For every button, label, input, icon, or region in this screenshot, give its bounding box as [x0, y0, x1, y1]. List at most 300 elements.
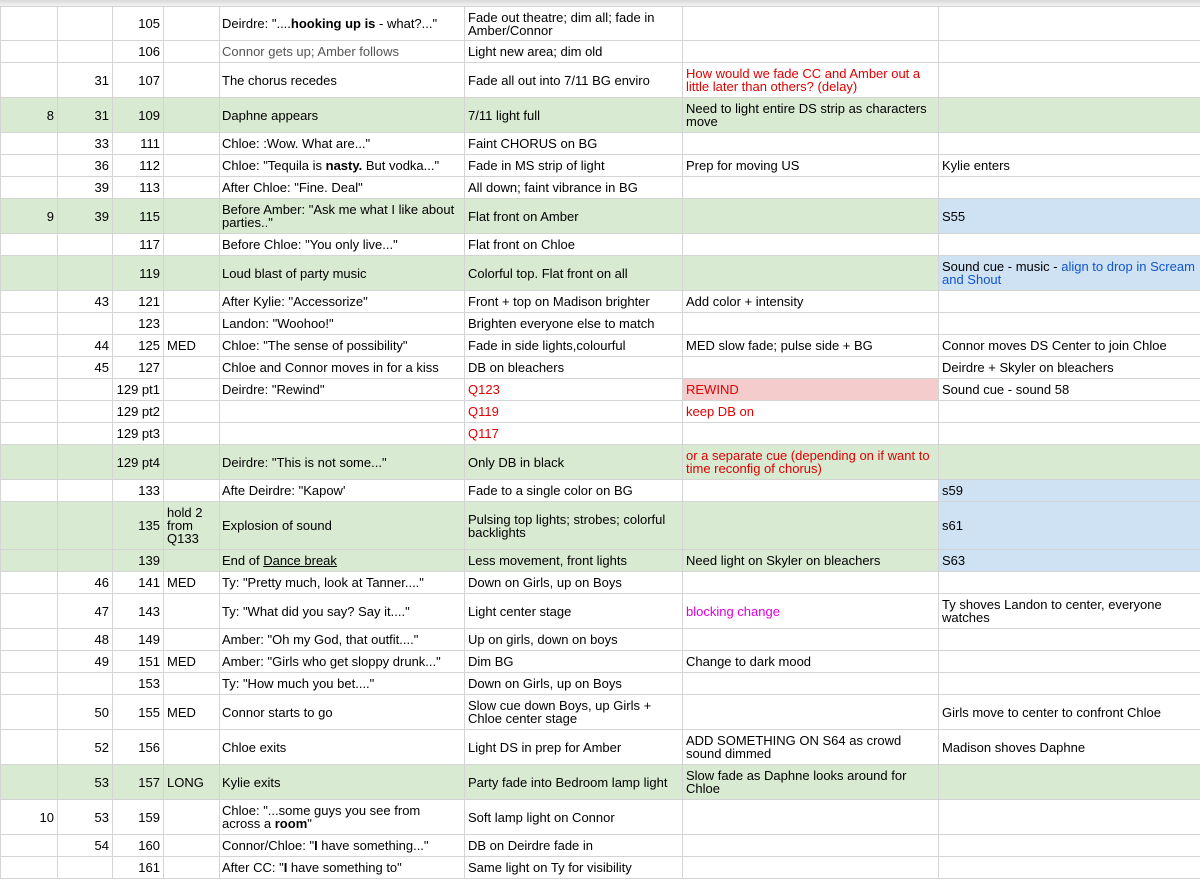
cell-cue[interactable]: 155 [113, 695, 164, 730]
cell-scene[interactable] [1, 423, 58, 445]
cell-light[interactable]: Light new area; dim old [465, 41, 683, 63]
cell-line[interactable]: Deirdre: "This is not some..." [220, 445, 465, 480]
cell-notes[interactable] [683, 695, 939, 730]
cell-line[interactable]: Chloe: "The sense of possibility" [220, 335, 465, 357]
cell-other[interactable]: Madison shoves Daphne [939, 730, 1200, 765]
cell-other[interactable] [939, 629, 1200, 651]
table-row[interactable] [1, 445, 1200, 480]
cell-line[interactable]: Ty: "What did you say? Say it...." [220, 594, 465, 629]
cell-light[interactable]: Fade in MS strip of light [465, 155, 683, 177]
cell-line[interactable] [220, 7, 465, 41]
table-row[interactable] [1, 357, 1200, 379]
cell-line[interactable]: Afte Deirdre: "Kapow' [220, 480, 465, 502]
cell-other[interactable] [939, 133, 1200, 155]
cell-other[interactable]: s61 [939, 502, 1200, 550]
cell-light[interactable]: Fade out theatre; dim all; fade in Amber/Connor [465, 7, 683, 41]
cell-line[interactable]: Before Amber: "Ask me what I like about parties.." [220, 199, 465, 234]
table-row[interactable] [1, 7, 1200, 41]
cell-line[interactable]: Daphne appears [220, 98, 465, 133]
cell-page[interactable] [58, 401, 113, 423]
cell-page[interactable] [58, 502, 113, 550]
cell-light[interactable]: Fade to a single color on BG [465, 480, 683, 502]
other-link[interactable]: align to drop in Scream and Shout [942, 259, 1195, 287]
cell-other[interactable] [939, 800, 1200, 835]
cell-scene[interactable] [1, 594, 58, 629]
cell-notes[interactable]: Slow fade as Daphne looks around for Chloe [683, 765, 939, 800]
cell-cue[interactable]: 157 [113, 765, 164, 800]
cell-cue[interactable]: 129 pt4 [113, 445, 164, 480]
cell-notes[interactable] [683, 256, 939, 291]
cell-line[interactable]: Chloe exits [220, 730, 465, 765]
table-row[interactable] [1, 98, 1200, 133]
cell-cue[interactable]: 107 [113, 63, 164, 98]
cell-timing[interactable] [164, 423, 220, 445]
cell-timing[interactable] [164, 98, 220, 133]
cell-scene[interactable] [1, 7, 58, 41]
cell-page[interactable]: 31 [58, 63, 113, 98]
cell-line[interactable]: Amber: "Oh my God, that outfit...." [220, 629, 465, 651]
cell-timing[interactable]: MED [164, 335, 220, 357]
cell-cue[interactable]: 117 [113, 234, 164, 256]
cell-notes[interactable] [683, 572, 939, 594]
table-row[interactable] [1, 291, 1200, 313]
table-row[interactable] [1, 730, 1200, 765]
cell-notes[interactable] [683, 41, 939, 63]
table-row[interactable] [1, 155, 1200, 177]
table-row[interactable] [1, 199, 1200, 234]
cell-page[interactable]: 49 [58, 651, 113, 673]
cell-page[interactable] [58, 480, 113, 502]
cell-notes[interactable]: Need to light entire DS strip as characters move [683, 98, 939, 133]
line-text: Deirdre: ".... [222, 16, 291, 31]
cell-scene[interactable] [1, 445, 58, 480]
cue-sheet-table [0, 6, 1200, 879]
cell-notes[interactable] [683, 857, 939, 879]
cell-light[interactable]: Slow cue down Boys, up Girls + Chloe center stage [465, 695, 683, 730]
table-row[interactable] [1, 695, 1200, 730]
cell-line[interactable]: Ty: "Pretty much, look at Tanner...." [220, 572, 465, 594]
cell-light[interactable]: All down; faint vibrance in BG [465, 177, 683, 199]
cell-line[interactable]: Ty: "How much you bet...." [220, 673, 465, 695]
cell-light[interactable]: Down on Girls, up on Boys [465, 572, 683, 594]
cell-page[interactable] [58, 379, 113, 401]
cell-page[interactable]: 45 [58, 357, 113, 379]
cell-other[interactable]: Ty shoves Landon to center, everyone watches [939, 594, 1200, 629]
cell-timing[interactable] [164, 445, 220, 480]
cell-other[interactable]: s59 [939, 480, 1200, 502]
cell-light[interactable]: Q119 [465, 401, 683, 423]
cell-scene[interactable] [1, 629, 58, 651]
cell-light[interactable]: Same light on Ty for visibility [465, 857, 683, 879]
cell-cue[interactable]: 112 [113, 155, 164, 177]
cell-other[interactable] [939, 401, 1200, 423]
line-text-post: " [307, 816, 312, 831]
cell-notes[interactable] [683, 313, 939, 335]
cell-scene[interactable] [1, 673, 58, 695]
cell-page[interactable] [58, 550, 113, 572]
cell-line[interactable] [220, 800, 465, 835]
table-row[interactable] [1, 572, 1200, 594]
cell-cue[interactable]: 109 [113, 98, 164, 133]
table-row[interactable] [1, 423, 1200, 445]
cell-light[interactable]: Q123 [465, 379, 683, 401]
cell-page[interactable]: 47 [58, 594, 113, 629]
cell-cue[interactable]: 113 [113, 177, 164, 199]
cell-other[interactable]: Deirdre + Skyler on bleachers [939, 357, 1200, 379]
cell-line[interactable] [220, 423, 465, 445]
cell-other[interactable]: S63 [939, 550, 1200, 572]
cell-cue[interactable]: 141 [113, 572, 164, 594]
cell-light[interactable]: Fade in side lights,colourful [465, 335, 683, 357]
cell-line[interactable]: After Chloe: "Fine. Deal" [220, 177, 465, 199]
cell-notes[interactable] [683, 199, 939, 234]
cell-page[interactable] [58, 41, 113, 63]
cell-light[interactable]: Pulsing top lights; strobes; colorful backlights [465, 502, 683, 550]
cell-timing[interactable] [164, 155, 220, 177]
table-row[interactable] [1, 857, 1200, 879]
cell-line[interactable]: Connor gets up; Amber follows [220, 41, 465, 63]
cell-light[interactable]: Only DB in black [465, 445, 683, 480]
cell-timing[interactable] [164, 379, 220, 401]
cell-page[interactable]: 39 [58, 199, 113, 234]
table-row[interactable] [1, 502, 1200, 550]
cell-page[interactable]: 33 [58, 133, 113, 155]
cell-scene[interactable] [1, 480, 58, 502]
table-row[interactable] [1, 673, 1200, 695]
cell-cue[interactable]: 123 [113, 313, 164, 335]
cell-other[interactable]: S55 [939, 199, 1200, 234]
cell-timing[interactable]: MED [164, 651, 220, 673]
cell-other[interactable]: Connor moves DS Center to join Chloe [939, 335, 1200, 357]
cell-page[interactable]: 50 [58, 695, 113, 730]
cell-scene[interactable] [1, 335, 58, 357]
cell-timing[interactable] [164, 730, 220, 765]
cell-other[interactable] [939, 445, 1200, 480]
cell-other[interactable]: Sound cue - sound 58 [939, 379, 1200, 401]
line-text-post: have something to" [287, 860, 402, 875]
cell-cue[interactable]: 127 [113, 357, 164, 379]
cell-light[interactable]: Up on girls, down on boys [465, 629, 683, 651]
cell-line[interactable]: Explosion of sound [220, 502, 465, 550]
table-row[interactable] [1, 480, 1200, 502]
cell-timing[interactable] [164, 550, 220, 572]
table-row[interactable] [1, 594, 1200, 629]
cell-timing[interactable] [164, 857, 220, 879]
cell-light[interactable]: Brighten everyone else to match [465, 313, 683, 335]
cell-timing[interactable] [164, 800, 220, 835]
cell-cue[interactable]: 129 pt2 [113, 401, 164, 423]
cell-cue[interactable]: 153 [113, 673, 164, 695]
cell-other[interactable] [939, 98, 1200, 133]
table-row[interactable] [1, 177, 1200, 199]
cell-light[interactable]: Light center stage [465, 594, 683, 629]
cell-scene[interactable] [1, 695, 58, 730]
cell-notes[interactable] [683, 673, 939, 695]
cell-cue[interactable]: 121 [113, 291, 164, 313]
cell-line[interactable]: The chorus recedes [220, 63, 465, 98]
cell-line[interactable] [220, 857, 465, 879]
cell-line[interactable] [220, 550, 465, 572]
table-row[interactable] [1, 629, 1200, 651]
cell-notes[interactable] [683, 234, 939, 256]
cell-light[interactable]: Dim BG [465, 651, 683, 673]
line-text: End of [222, 553, 264, 568]
cell-other[interactable] [939, 572, 1200, 594]
cell-page[interactable]: 43 [58, 291, 113, 313]
cell-timing[interactable] [164, 629, 220, 651]
cell-notes[interactable]: Prep for moving US [683, 155, 939, 177]
cell-page[interactable]: 48 [58, 629, 113, 651]
cell-scene[interactable] [1, 502, 58, 550]
cell-page[interactable]: 31 [58, 98, 113, 133]
cell-line[interactable] [220, 835, 465, 857]
cell-scene[interactable] [1, 313, 58, 335]
table-row[interactable] [1, 765, 1200, 800]
cell-timing[interactable]: LONG [164, 765, 220, 800]
table-row[interactable] [1, 41, 1200, 63]
cell-timing[interactable] [164, 835, 220, 857]
cell-notes[interactable]: Add color + intensity [683, 291, 939, 313]
cell-timing[interactable] [164, 401, 220, 423]
cell-light[interactable]: DB on Deirdre fade in [465, 835, 683, 857]
cell-light[interactable]: Flat front on Amber [465, 199, 683, 234]
cell-scene[interactable] [1, 857, 58, 879]
table-row[interactable] [1, 63, 1200, 98]
cell-cue[interactable]: 143 [113, 594, 164, 629]
cell-other[interactable]: Girls move to center to confront Chloe [939, 695, 1200, 730]
cell-line[interactable]: Amber: "Girls who get sloppy drunk..." [220, 651, 465, 673]
table-row[interactable] [1, 835, 1200, 857]
cell-timing[interactable] [164, 7, 220, 41]
cell-light[interactable]: Faint CHORUS on BG [465, 133, 683, 155]
line-text: Connor/Chloe: " [222, 838, 315, 853]
cell-other[interactable] [939, 835, 1200, 857]
cell-notes[interactable] [683, 423, 939, 445]
cell-timing[interactable] [164, 256, 220, 291]
cell-scene[interactable] [1, 835, 58, 857]
cell-scene[interactable]: 10 [1, 800, 58, 835]
cell-line[interactable]: Deirdre: "Rewind" [220, 379, 465, 401]
cell-line[interactable]: Before Chloe: "You only live..." [220, 234, 465, 256]
cell-cue[interactable]: 129 pt3 [113, 423, 164, 445]
cell-page[interactable]: 52 [58, 730, 113, 765]
cell-other[interactable] [939, 313, 1200, 335]
cell-line[interactable] [220, 401, 465, 423]
cell-timing[interactable] [164, 177, 220, 199]
cell-notes[interactable]: REWIND [683, 379, 939, 401]
cell-light[interactable]: DB on bleachers [465, 357, 683, 379]
cell-line[interactable]: Loud blast of party music [220, 256, 465, 291]
cell-cue[interactable]: 133 [113, 480, 164, 502]
cell-other[interactable] [939, 651, 1200, 673]
cell-cue[interactable]: 139 [113, 550, 164, 572]
table-row[interactable] [1, 800, 1200, 835]
cell-line[interactable]: Chloe and Connor moves in for a kiss [220, 357, 465, 379]
table-row[interactable] [1, 379, 1200, 401]
cell-other[interactable] [939, 177, 1200, 199]
cell-other[interactable] [939, 673, 1200, 695]
cell-scene[interactable] [1, 401, 58, 423]
line-text-post: But vodka..." [362, 158, 440, 173]
cell-light[interactable]: Q117 [465, 423, 683, 445]
cell-other[interactable]: Kylie enters [939, 155, 1200, 177]
cell-cue[interactable]: 151 [113, 651, 164, 673]
cell-other[interactable] [939, 234, 1200, 256]
cell-cue[interactable]: 160 [113, 835, 164, 857]
cell-line[interactable] [220, 155, 465, 177]
cell-notes[interactable]: Change to dark mood [683, 651, 939, 673]
cell-page[interactable]: 44 [58, 335, 113, 357]
table-row[interactable] [1, 133, 1200, 155]
cell-page[interactable]: 53 [58, 765, 113, 800]
cell-light[interactable]: Colorful top. Flat front on all [465, 256, 683, 291]
cell-notes[interactable] [683, 357, 939, 379]
cell-page[interactable]: 36 [58, 155, 113, 177]
cell-scene[interactable] [1, 63, 58, 98]
cell-timing[interactable] [164, 63, 220, 98]
cell-timing[interactable] [164, 199, 220, 234]
cell-timing[interactable] [164, 313, 220, 335]
cell-scene[interactable] [1, 379, 58, 401]
cell-scene[interactable] [1, 234, 58, 256]
cell-timing[interactable]: hold 2 from Q133 [164, 502, 220, 550]
cell-other[interactable] [939, 256, 1200, 291]
cell-timing[interactable] [164, 234, 220, 256]
cell-timing[interactable]: MED [164, 572, 220, 594]
cell-cue[interactable]: 125 [113, 335, 164, 357]
cell-line[interactable]: Kylie exits [220, 765, 465, 800]
cell-other[interactable] [939, 63, 1200, 98]
cell-notes[interactable]: How would we fade CC and Amber out a little later than others? (delay) [683, 63, 939, 98]
cell-notes[interactable] [683, 629, 939, 651]
cell-timing[interactable] [164, 357, 220, 379]
table-row[interactable] [1, 550, 1200, 572]
cell-other[interactable] [939, 291, 1200, 313]
cell-page[interactable]: 53 [58, 800, 113, 835]
cell-scene[interactable]: 9 [1, 199, 58, 234]
table-row[interactable] [1, 256, 1200, 291]
cell-timing[interactable] [164, 480, 220, 502]
table-row[interactable] [1, 401, 1200, 423]
cell-line[interactable]: Landon: "Woohoo!" [220, 313, 465, 335]
cell-page[interactable]: 54 [58, 835, 113, 857]
cell-scene[interactable] [1, 765, 58, 800]
cell-scene[interactable]: 8 [1, 98, 58, 133]
cell-light[interactable]: Front + top on Madison brighter [465, 291, 683, 313]
cell-scene[interactable] [1, 256, 58, 291]
table-row[interactable] [1, 335, 1200, 357]
cell-notes[interactable] [683, 133, 939, 155]
cell-other[interactable] [939, 41, 1200, 63]
cell-scene[interactable] [1, 41, 58, 63]
cell-notes[interactable]: ADD SOMETHING ON S64 as crowd sound dimmed [683, 730, 939, 765]
cell-timing[interactable] [164, 133, 220, 155]
cell-notes[interactable]: MED slow fade; pulse side + BG [683, 335, 939, 357]
cell-cue[interactable]: 111 [113, 133, 164, 155]
cell-light[interactable]: Soft lamp light on Connor [465, 800, 683, 835]
cell-notes[interactable] [683, 800, 939, 835]
cell-other[interactable] [939, 857, 1200, 879]
cell-notes[interactable]: keep DB on [683, 401, 939, 423]
cell-notes[interactable]: or a separate cue (depending on if want to time reconfig of chorus) [683, 445, 939, 480]
cell-cue[interactable]: 119 [113, 256, 164, 291]
cell-scene[interactable] [1, 133, 58, 155]
cell-other[interactable] [939, 423, 1200, 445]
cell-other[interactable] [939, 765, 1200, 800]
cell-light[interactable]: Fade all out into 7/11 BG enviro [465, 63, 683, 98]
cell-scene[interactable] [1, 357, 58, 379]
cell-scene[interactable] [1, 177, 58, 199]
cell-line[interactable]: Chloe: :Wow. What are..." [220, 133, 465, 155]
cell-cue[interactable]: 115 [113, 199, 164, 234]
cell-cue[interactable]: 106 [113, 41, 164, 63]
line-bold: I [314, 838, 318, 853]
cell-cue[interactable]: 105 [113, 7, 164, 41]
cell-cue[interactable]: 149 [113, 629, 164, 651]
cell-light[interactable]: Party fade into Bedroom lamp light [465, 765, 683, 800]
cell-page[interactable] [58, 673, 113, 695]
line-text: Chloe: "...some guys you see from across a [222, 803, 421, 831]
cell-timing[interactable] [164, 41, 220, 63]
cell-page[interactable] [58, 423, 113, 445]
cell-line[interactable]: Connor starts to go [220, 695, 465, 730]
table-row[interactable] [1, 234, 1200, 256]
cell-notes[interactable] [683, 480, 939, 502]
cell-page[interactable] [58, 234, 113, 256]
cell-page[interactable] [58, 7, 113, 41]
cell-notes[interactable] [683, 7, 939, 41]
cell-notes[interactable] [683, 502, 939, 550]
cell-scene[interactable] [1, 651, 58, 673]
cell-notes[interactable] [683, 177, 939, 199]
cell-scene[interactable] [1, 155, 58, 177]
cell-cue[interactable]: 156 [113, 730, 164, 765]
cell-light[interactable]: Light DS in prep for Amber [465, 730, 683, 765]
cell-page[interactable] [58, 857, 113, 879]
cell-other[interactable] [939, 7, 1200, 41]
table-row[interactable] [1, 651, 1200, 673]
cell-scene[interactable] [1, 730, 58, 765]
cell-notes[interactable] [683, 835, 939, 857]
cell-cue[interactable]: 135 [113, 502, 164, 550]
cell-cue[interactable]: 159 [113, 800, 164, 835]
cell-page[interactable] [58, 313, 113, 335]
other-text: Sound cue - music - [942, 259, 1062, 274]
cell-scene[interactable] [1, 550, 58, 572]
cell-timing[interactable] [164, 291, 220, 313]
cell-light[interactable]: Down on Girls, up on Boys [465, 673, 683, 695]
table-row[interactable] [1, 313, 1200, 335]
cell-page[interactable]: 39 [58, 177, 113, 199]
cell-light[interactable]: Flat front on Chloe [465, 234, 683, 256]
cell-timing[interactable] [164, 673, 220, 695]
cell-cue[interactable]: 161 [113, 857, 164, 879]
cell-timing[interactable] [164, 594, 220, 629]
cell-line[interactable]: After Kylie: "Accessorize" [220, 291, 465, 313]
cell-light[interactable]: Less movement, front lights [465, 550, 683, 572]
cell-light[interactable]: 7/11 light full [465, 98, 683, 133]
cell-timing[interactable]: MED [164, 695, 220, 730]
cell-scene[interactable] [1, 572, 58, 594]
cell-page[interactable] [58, 256, 113, 291]
line-bold: hooking up is [290, 16, 376, 31]
cell-notes[interactable]: Need light on Skyler on bleachers [683, 550, 939, 572]
cell-scene[interactable] [1, 291, 58, 313]
cell-cue[interactable]: 129 pt1 [113, 379, 164, 401]
cell-page[interactable]: 46 [58, 572, 113, 594]
cell-notes[interactable]: blocking change [683, 594, 939, 629]
cell-page[interactable] [58, 445, 113, 480]
